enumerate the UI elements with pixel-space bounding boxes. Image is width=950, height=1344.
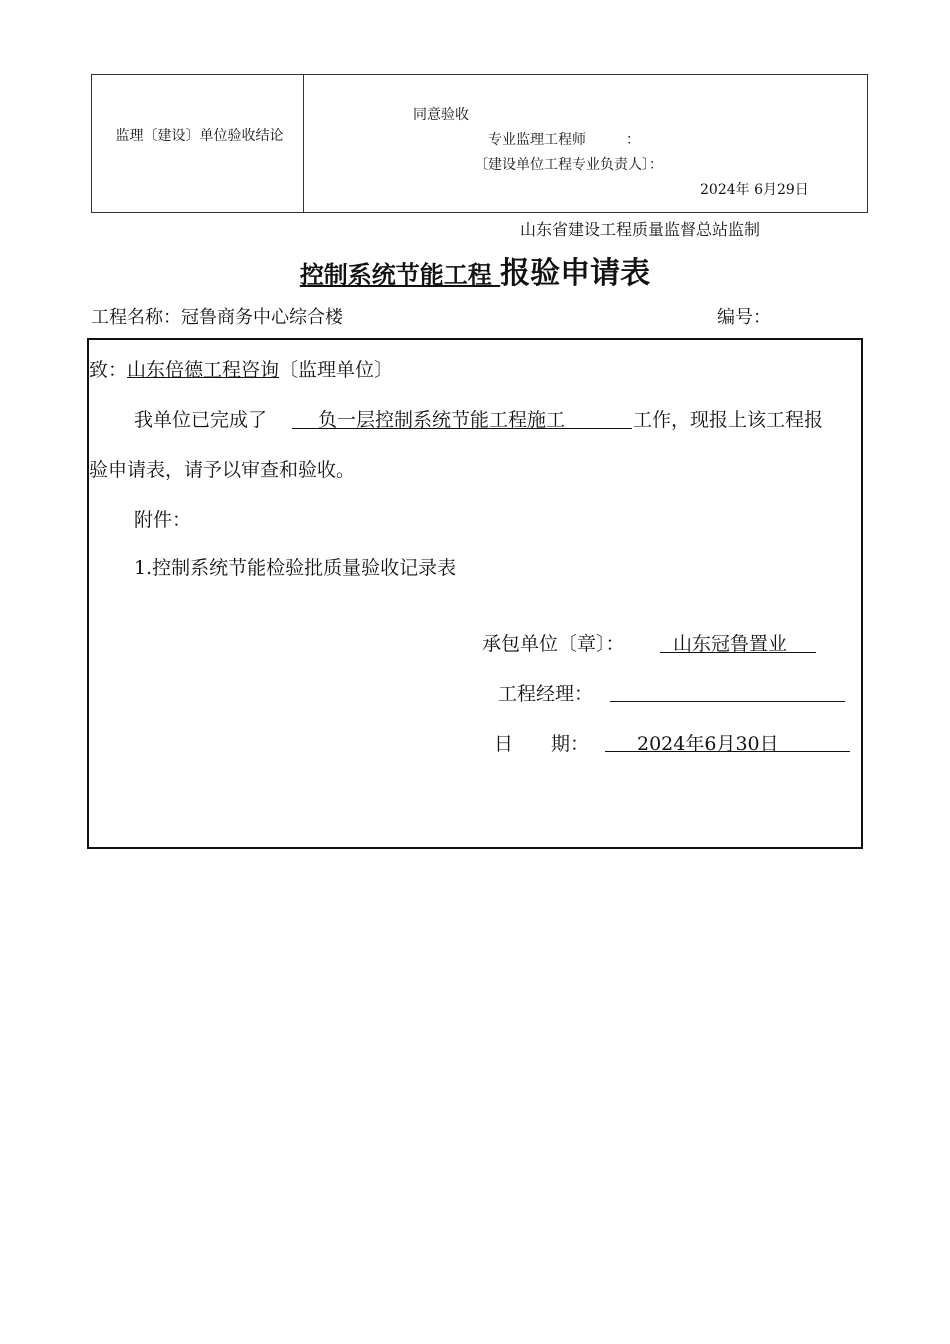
manager-signature-line (610, 701, 845, 702)
title-part1: 控制系统节能工程 (299, 261, 501, 289)
to-label: 致： (89, 359, 128, 381)
work-description: 负一层控制系统节能工程施工 (318, 409, 566, 431)
project-name-label: 工程名称： (91, 307, 181, 328)
project-name: 冠鲁商务中心综合楼 (181, 307, 343, 328)
to-unit: 山东倍德工程咨询 (127, 359, 280, 381)
sentence-continuation: 验申请表，请予以审查和验收。 (89, 459, 356, 481)
supervisor-engineer-colon: ： (626, 132, 640, 148)
supervisor-engineer-label: 专业监理工程师 (488, 132, 586, 148)
owner-rep-label: 〔建设单位工程专业负责人〕： (474, 157, 663, 173)
acceptance-conclusion-label: 监理〔建设〕单位验收结论 (115, 128, 284, 144)
supervision-note: 山东省建设工程质量监督总站监制 (520, 220, 761, 239)
project-name-row (91, 303, 343, 329)
agree-acceptance-text: 同意验收 (413, 107, 469, 123)
acceptance-date: 2024年 6月29日 (700, 182, 809, 198)
to-suffix: 〔监理单位〕 (279, 359, 394, 381)
to-line (89, 355, 393, 382)
project-number-label: 编号： (717, 307, 771, 328)
page-title (0, 248, 950, 292)
sentence-start: 我单位已完成了 (134, 409, 268, 431)
title-part2: 报验申请表 (500, 256, 651, 291)
contractor-name: 山东冠鲁置业 (673, 633, 788, 655)
attachment-item-1: 1.控制系统节能检验批质量验收记录表 (134, 557, 457, 579)
date-label: 日 期： (494, 733, 590, 755)
sentence-end: 工作，现报上该工程报 (633, 409, 824, 431)
contractor-label: 承包单位〔章〕： (482, 633, 625, 655)
table-divider (303, 75, 304, 212)
attachments-label: 附件： (134, 509, 192, 531)
manager-label: 工程经理： (498, 683, 594, 705)
submission-date: 2024年6月30日 (637, 733, 779, 755)
